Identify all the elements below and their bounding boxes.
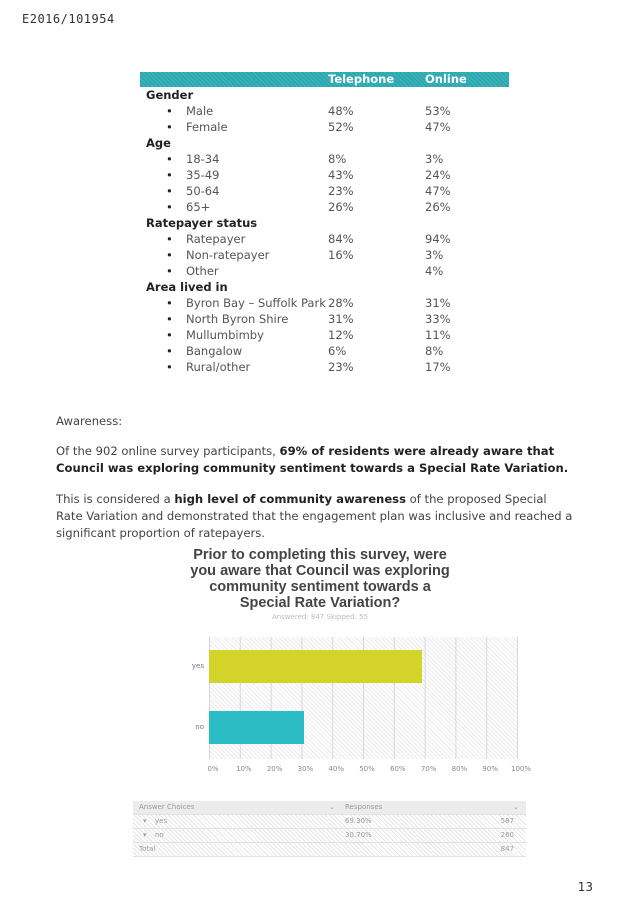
x-tick-label: 20%: [266, 765, 283, 773]
telephone-value: 28%: [328, 296, 354, 310]
bullet-icon: •: [166, 264, 173, 278]
answer-choice: no: [155, 831, 164, 839]
expand-icon[interactable]: ▾: [143, 817, 147, 825]
paragraph-text: Of the 902 online survey participants,: [56, 444, 280, 458]
demographics-table: [140, 72, 509, 375]
telephone-value: 84%: [328, 232, 354, 246]
table-row: [140, 311, 509, 327]
telephone-value: 48%: [328, 104, 354, 118]
answer-count: 260: [500, 831, 514, 839]
table-row: [140, 167, 509, 183]
bar-yes: [209, 650, 422, 683]
online-value: 17%: [425, 360, 451, 374]
table-row: [140, 103, 509, 119]
row-label: 35-49: [186, 168, 220, 182]
x-tick-label: 60%: [390, 765, 406, 773]
telephone-value: 23%: [328, 184, 354, 198]
answer-choice: yes: [155, 817, 168, 825]
category-label: no: [195, 723, 204, 731]
online-value: 8%: [425, 344, 444, 358]
row-label: Female: [186, 120, 228, 134]
table-row: [140, 119, 509, 135]
chart-subtitle: Answered: 847 Skipped: 55: [271, 613, 369, 621]
row-label: Male: [186, 104, 214, 118]
chart-plot-area: [209, 637, 518, 759]
answer-percent: 30.70%: [345, 831, 372, 839]
answer-row: [133, 829, 526, 843]
x-tick-label: 30%: [297, 765, 314, 773]
telephone-value: 16%: [328, 248, 354, 262]
online-value: 26%: [425, 200, 451, 214]
telephone-value: 23%: [328, 360, 354, 374]
x-tick-label: 40%: [328, 765, 344, 773]
telephone-value: 8%: [328, 152, 347, 166]
online-value: 94%: [425, 232, 451, 246]
sort-icon[interactable]: ⌄: [513, 803, 519, 811]
bullet-icon: •: [166, 104, 173, 118]
table-row: [140, 327, 509, 343]
row-label: Other: [186, 264, 219, 278]
row-label: 18-34: [186, 152, 220, 166]
total-label: Total: [139, 845, 156, 853]
section-heading: Age: [146, 136, 171, 150]
table-row: [140, 295, 509, 311]
row-label: Ratepayer: [186, 232, 246, 246]
telephone-value: 6%: [328, 344, 347, 358]
expand-icon[interactable]: ▾: [143, 831, 147, 839]
section-heading: Gender: [146, 88, 194, 102]
paragraph-text: of the proposed Special Rate Variation and demonstrated that the engagement plan was inclusive and reached a significant proportion of ratepayers.: [56, 492, 573, 540]
telephone-value: 12%: [328, 328, 354, 342]
table-row: [140, 199, 509, 215]
sort-icon[interactable]: ⌄: [329, 803, 335, 811]
table-row: [140, 359, 509, 375]
bullet-icon: •: [166, 344, 173, 358]
telephone-value: 43%: [328, 168, 354, 182]
row-label: North Byron Shire: [186, 312, 289, 326]
telephone-value: 26%: [328, 200, 354, 214]
awareness-paragraph-1: [56, 443, 576, 477]
x-tick-label: 90%: [482, 765, 498, 773]
bar-no: [209, 711, 304, 744]
column-header-online: Online: [425, 72, 467, 86]
total-count: 847: [500, 845, 514, 853]
table-row: [140, 151, 509, 167]
answer-table-header: [133, 801, 526, 815]
paragraph-text: This is considered a: [56, 492, 175, 506]
page-number: 13: [577, 880, 593, 894]
paragraph-bold-text: high level of community awareness: [174, 492, 406, 506]
row-label: Bangalow: [186, 344, 243, 358]
x-tick-label: 0%: [207, 765, 219, 773]
responses-header[interactable]: Responses: [345, 803, 383, 811]
answer-total-row: [133, 843, 526, 857]
table-row: [140, 343, 509, 359]
section-heading: Ratepayer status: [146, 216, 258, 230]
bullet-icon: •: [166, 328, 173, 342]
section-heading: Area lived in: [146, 280, 228, 294]
x-tick-label: 70%: [420, 765, 437, 773]
paragraph-bold-text: 69% of residents were already aware that Council was exploring community sentiment towards a Special Rate Variation.: [56, 444, 569, 475]
answer-table: [133, 801, 526, 857]
online-value: 31%: [425, 296, 451, 310]
answer-choices-header[interactable]: Answer Choices: [139, 803, 195, 811]
x-tick-label: 100%: [510, 765, 531, 773]
answer-percent: 69.30%: [345, 817, 372, 825]
bullet-icon: •: [166, 184, 173, 198]
row-label: 65+: [186, 200, 211, 214]
bullet-icon: •: [166, 232, 173, 246]
online-value: 53%: [425, 104, 451, 118]
bullet-icon: •: [166, 248, 173, 262]
bullet-icon: •: [166, 360, 173, 374]
answer-count: 587: [500, 817, 514, 825]
table-row: [140, 231, 509, 247]
category-label: yes: [191, 662, 204, 670]
bullet-icon: •: [166, 120, 173, 134]
telephone-value: 31%: [328, 312, 354, 326]
awareness-heading: Awareness:: [56, 414, 123, 428]
row-label: Rural/other: [186, 360, 251, 374]
row-label: Byron Bay – Suffolk Park: [186, 296, 326, 310]
row-label: Mullumbimby: [186, 328, 264, 342]
online-value: 47%: [425, 120, 451, 134]
chart-title: Prior to completing this survey, were you aware that Council was exploring community sentiment towards a Special Rate Variation?: [190, 547, 450, 611]
bullet-icon: •: [166, 200, 173, 214]
online-value: 4%: [425, 264, 444, 278]
online-value: 33%: [425, 312, 451, 326]
row-label: 50-64: [186, 184, 220, 198]
awareness-paragraph-2: [56, 491, 576, 542]
x-tick-label: 10%: [236, 765, 252, 773]
online-value: 47%: [425, 184, 451, 198]
x-tick-label: 80%: [451, 765, 468, 773]
telephone-value: 52%: [328, 120, 354, 134]
online-value: 24%: [425, 168, 451, 182]
bullet-icon: •: [166, 296, 173, 310]
bullet-icon: •: [166, 312, 173, 326]
table-row: [140, 247, 509, 263]
online-value: 3%: [425, 248, 444, 262]
online-value: 11%: [425, 328, 451, 342]
x-tick-label: 50%: [359, 765, 375, 773]
bullet-icon: •: [166, 152, 173, 166]
table-row: [140, 263, 509, 279]
bullet-icon: •: [166, 168, 173, 182]
answer-row: [133, 815, 526, 829]
table-row: [140, 183, 509, 199]
column-header-telephone: Telephone: [328, 72, 395, 86]
online-value: 3%: [425, 152, 444, 166]
table-header: [140, 72, 509, 87]
document-id: E2016/101954: [22, 12, 115, 26]
row-label: Non-ratepayer: [186, 248, 270, 262]
